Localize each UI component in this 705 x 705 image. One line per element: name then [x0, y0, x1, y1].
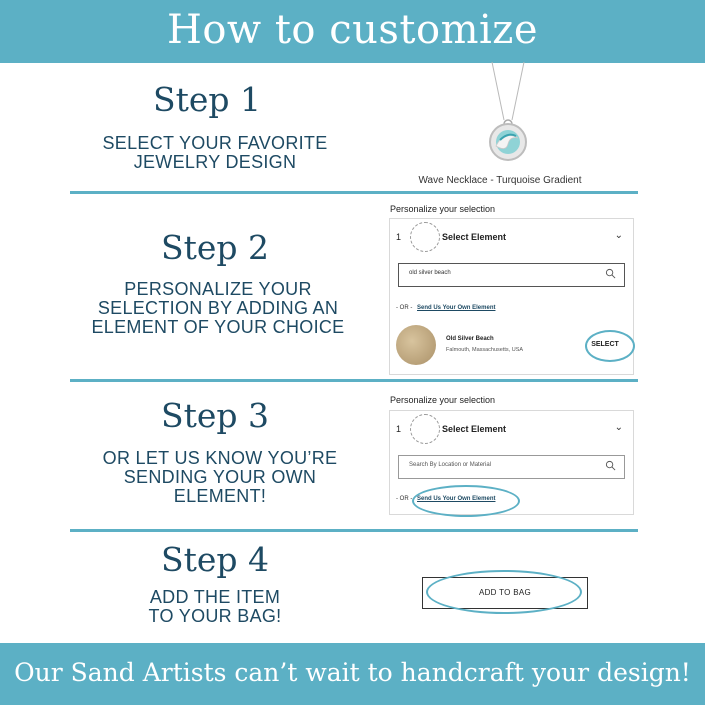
step-2-description: [68, 280, 368, 337]
personalize-panel: [389, 218, 634, 375]
step-3-desc-line: SENDING YOUR OWN: [123, 467, 317, 487]
divider: [70, 379, 638, 382]
result-name: Old Silver Beach: [446, 336, 494, 342]
product-caption: Wave Necklace - Turquoise Gradient: [418, 175, 582, 186]
step-2-desc-line: ELEMENT OF YOUR CHOICE: [91, 317, 345, 337]
or-separator: - OR -: [396, 305, 413, 311]
header-banner: [0, 0, 705, 63]
element-search-input[interactable]: [398, 455, 625, 479]
search-value: old silver beach: [409, 270, 451, 276]
step-4-desc-line: ADD THE ITEM: [149, 587, 281, 607]
footer-text: Our Sand Artists can’t wait to handcraft your design!: [14, 658, 691, 687]
page-title: How to customize: [166, 7, 539, 53]
select-element-dropdown[interactable]: [390, 219, 633, 257]
send-own-element-link[interactable]: Send Us Your Own Element: [417, 305, 496, 311]
element-placeholder-circle: [410, 222, 440, 252]
step-3-desc-line: OR LET US KNOW YOU’RE: [102, 448, 338, 468]
send-own-element-link[interactable]: Send Us Your Own Element: [417, 496, 496, 502]
or-row: [396, 305, 495, 311]
step-1-title: Step 1: [152, 80, 261, 119]
search-icon: [605, 460, 616, 471]
panel-heading: Personalize your selection: [390, 395, 496, 405]
divider: [70, 529, 638, 532]
search-icon: [605, 268, 616, 279]
element-search-input[interactable]: [398, 263, 625, 287]
step-3-title: Step 3: [160, 396, 269, 435]
or-row: [396, 496, 495, 502]
sand-sample-image: [396, 325, 436, 365]
select-button[interactable]: SELECT: [591, 341, 619, 348]
panel-heading: Personalize your selection: [390, 204, 496, 214]
step-3-description: [70, 449, 370, 506]
step-2-desc-line: SELECTION BY ADDING AN: [97, 298, 339, 318]
step-2-desc-line: PERSONALIZE YOUR: [124, 279, 312, 299]
element-placeholder-circle: [410, 414, 440, 444]
footer-banner: [0, 643, 705, 705]
element-number: 1: [396, 232, 402, 242]
step-4-description: [65, 588, 365, 626]
step-2-title: Step 2: [160, 228, 269, 267]
element-number: 1: [396, 424, 402, 434]
select-element-label: Select Element: [442, 232, 507, 242]
add-to-bag-button[interactable]: ADD TO BAG: [422, 577, 588, 609]
chevron-down-icon: ⌄: [614, 422, 623, 433]
chevron-down-icon: ⌄: [614, 230, 623, 241]
wave-necklace-image: [478, 62, 538, 172]
search-placeholder: Search By Location or Material: [409, 462, 492, 468]
step-3-desc-line: ELEMENT!: [173, 486, 267, 506]
select-element-label: Select Element: [442, 424, 507, 434]
step-1-desc-line: SELECT YOUR FAVORITE: [102, 133, 328, 153]
select-element-dropdown[interactable]: [390, 411, 633, 449]
step-1-desc-line: JEWELRY DESIGN: [133, 152, 297, 172]
step-4-desc-line: TO YOUR BAG!: [148, 606, 282, 626]
step-4-title: Step 4: [160, 540, 269, 579]
or-separator: - OR -: [396, 496, 413, 502]
divider: [70, 191, 638, 194]
personalize-panel: [389, 410, 634, 515]
step-1-description: [65, 134, 365, 172]
result-location: Falmouth, Massachusetts, USA: [446, 347, 524, 353]
